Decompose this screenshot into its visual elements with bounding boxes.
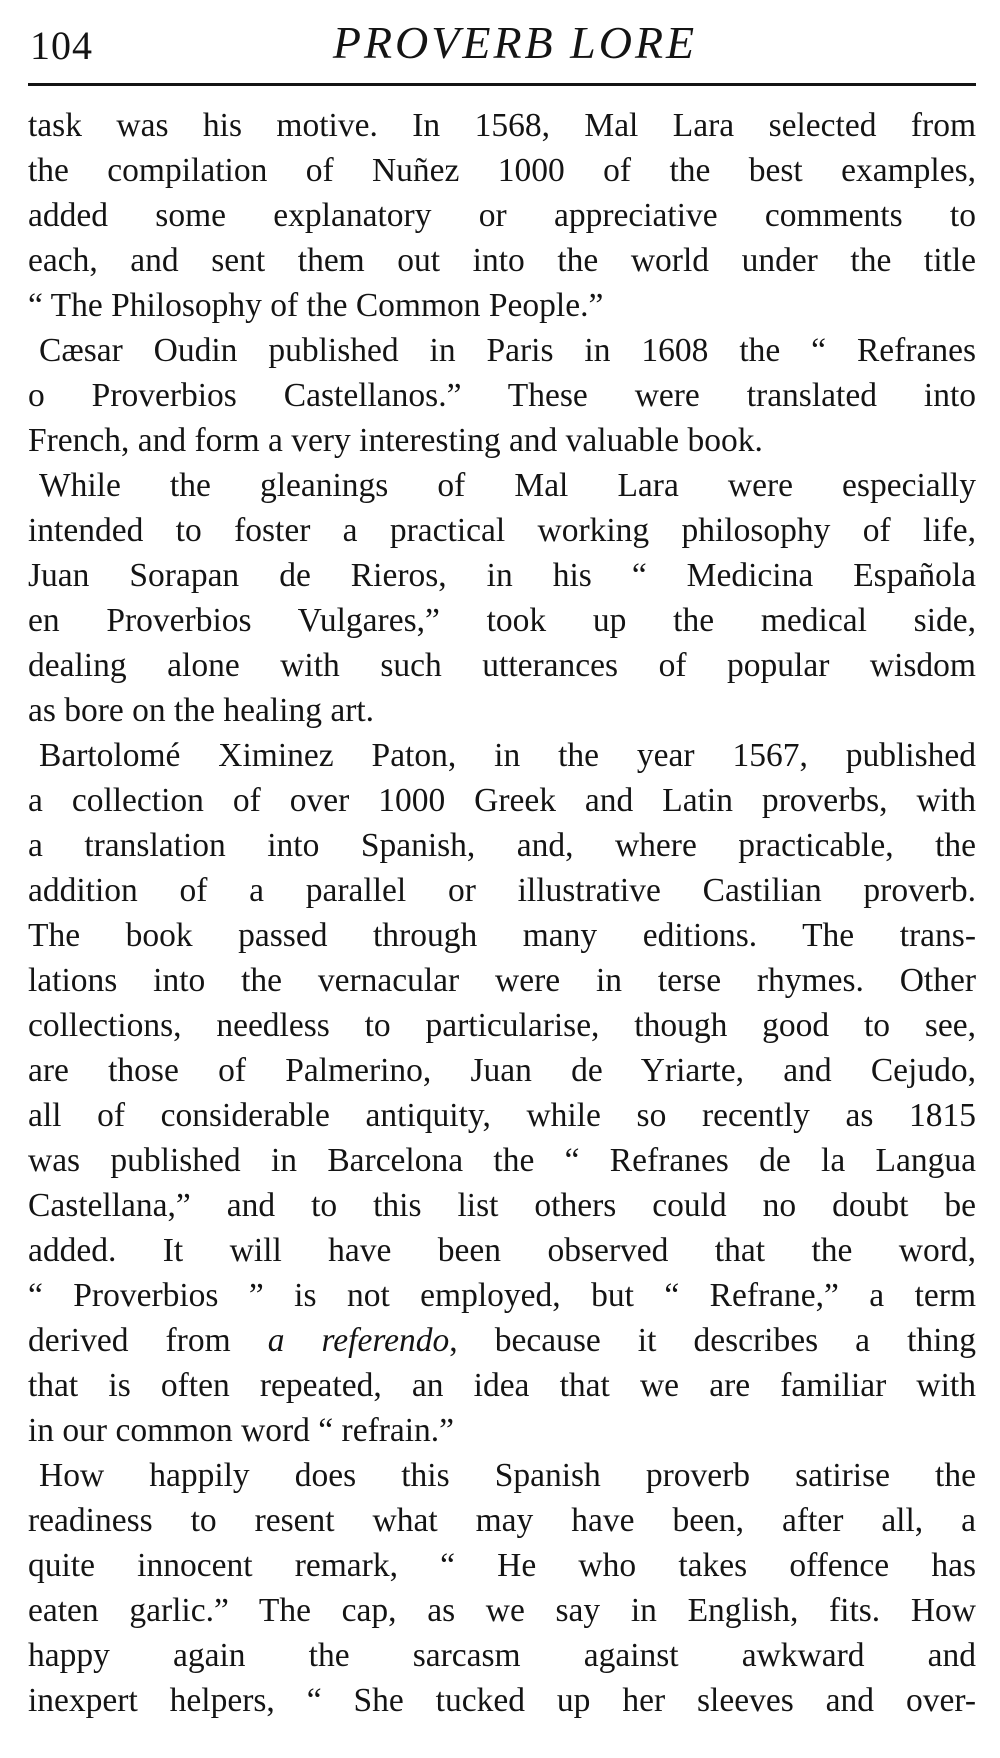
text-line [28, 193, 976, 238]
text-segment: readiness to resent what may have been, after all, a [28, 1502, 976, 1539]
text-segment: The book passed through many editions. The trans- [28, 917, 976, 954]
text-line [28, 1498, 976, 1543]
text-line-content [28, 688, 976, 733]
text-line-content [28, 913, 976, 958]
text-segment: collections, needless to particularise, though good to see, [28, 1007, 976, 1044]
text-segment: o Proverbios Castellanos.” These were translated into [28, 377, 976, 414]
text-line-content [28, 1678, 976, 1723]
text-line [28, 1408, 976, 1453]
text-line [28, 643, 976, 688]
text-segment: as bore on the healing art. [28, 692, 375, 729]
text-segment: lations into the vernacular were in terse rhymes. Other [28, 962, 976, 999]
text-line [28, 1183, 976, 1228]
text-line [28, 328, 976, 373]
text-segment: a translation into Spanish, and, where practicable, the [28, 827, 976, 864]
text-line [28, 778, 976, 823]
header-rule [28, 83, 976, 86]
text-line-content [28, 1543, 976, 1588]
text-line-content [28, 238, 976, 283]
text-line-content [28, 148, 976, 193]
text-line [28, 1363, 976, 1408]
italic-phrase: a referendo [267, 1322, 450, 1359]
text-line-content [28, 598, 976, 643]
text-line-content [28, 508, 976, 553]
text-line [28, 1318, 976, 1363]
text-line-content [39, 328, 976, 373]
text-line-content [28, 868, 976, 913]
text-line-content [28, 1138, 976, 1183]
text-line [28, 238, 976, 283]
text-segment: , because it describes a thing [449, 1322, 976, 1359]
text-line-content [28, 1228, 976, 1273]
text-line [28, 1633, 976, 1678]
text-segment: a collection of over 1000 Greek and Latin proverbs, with [28, 782, 976, 819]
text-segment: French, and form a very interesting and valuable book. [28, 422, 763, 459]
text-segment: in our common word “ refrain.” [28, 1412, 455, 1449]
text-line-content [28, 958, 976, 1003]
text-line [28, 1228, 976, 1273]
text-line-content [39, 1453, 976, 1498]
text-segment: en Proverbios Vulgares,” took up the medical side, [28, 602, 976, 639]
text-line [28, 508, 976, 553]
text-line-content [28, 553, 976, 598]
text-segment: inexpert helpers, “ She tucked up her sleeves and over- [28, 1682, 976, 1719]
text-line-content [28, 1318, 976, 1363]
text-line [28, 1678, 976, 1723]
text-segment: task was his motive. In 1568, Mal Lara selected from [28, 107, 976, 144]
text-segment: “ The Philosophy of the Common People.” [28, 287, 604, 324]
text-line [28, 958, 976, 1003]
text-line-content [28, 418, 976, 463]
text-segment: addition of a parallel or illustrative Castilian proverb. [28, 872, 976, 909]
text-segment: are those of Palmerino, Juan de Yriarte, and Cejudo, [28, 1052, 976, 1089]
text-segment: How happily does this Spanish proverb satirise the [39, 1457, 976, 1494]
text-segment: that is often repeated, an idea that we are familiar with [28, 1367, 976, 1404]
text-line-content [28, 283, 976, 328]
text-line [28, 688, 976, 733]
text-line-content [28, 1093, 976, 1138]
text-segment: eaten garlic.” The cap, as we say in English, fits. How [28, 1592, 976, 1629]
text-segment: “ Proverbios ” is not employed, but “ Refrane,” a term [28, 1277, 976, 1314]
text-segment: was published in Barcelona the “ Refranes de la Langua [28, 1142, 976, 1179]
text-line [28, 373, 976, 418]
text-segment: While the gleanings of Mal Lara were especially [39, 467, 976, 504]
text-line [28, 1093, 976, 1138]
running-title: PROVERB LORE [332, 17, 698, 68]
text-segment: dealing alone with such utterances of popular wisdom [28, 647, 976, 684]
text-line-content [28, 373, 976, 418]
text-line-content [28, 1183, 976, 1228]
body-text [28, 103, 976, 1723]
text-line-content [28, 1633, 976, 1678]
text-line [28, 823, 976, 868]
text-segment: added. It will have been observed that the word, [28, 1232, 976, 1269]
text-line [28, 463, 976, 508]
text-line-content [28, 643, 976, 688]
text-line-content [28, 193, 976, 238]
text-segment: Bartolomé Ximinez Paton, in the year 1567, published [39, 737, 976, 774]
text-line [28, 1453, 976, 1498]
text-segment: Cæsar Oudin published in Paris in 1608 the “ Refranes [39, 332, 976, 369]
text-line [28, 598, 976, 643]
text-segment: the compilation of Nuñez 1000 of the best examples, [28, 152, 976, 189]
text-line [28, 1048, 976, 1093]
text-line [28, 868, 976, 913]
text-line-content [28, 778, 976, 823]
text-line-content [39, 463, 976, 508]
text-line [28, 1543, 976, 1588]
text-line-content [28, 823, 976, 868]
text-line [28, 283, 976, 328]
text-segment: each, and sent them out into the world under the title [28, 242, 976, 279]
text-line-content [28, 1003, 976, 1048]
text-line-content [28, 1273, 976, 1318]
text-line [28, 913, 976, 958]
text-segment: Castellana,” and to this list others could no doubt be [28, 1187, 976, 1224]
page-number: 104 [30, 23, 93, 68]
text-line [28, 553, 976, 598]
text-line-content [28, 103, 976, 148]
text-line-content [28, 1408, 976, 1453]
text-segment: happy again the sarcasm against awkward and [28, 1637, 976, 1674]
text-line [28, 1003, 976, 1048]
text-segment: intended to foster a practical working philosophy of life, [28, 512, 976, 549]
text-segment: quite innocent remark, “ He who takes offence has [28, 1547, 976, 1584]
text-line [28, 1273, 976, 1318]
text-line [28, 148, 976, 193]
text-line-content [28, 1048, 976, 1093]
text-segment: all of considerable antiquity, while so recently as 1815 [28, 1097, 976, 1134]
text-line-content [28, 1588, 976, 1633]
text-segment: added some explanatory or appreciative comments to [28, 197, 976, 234]
text-line [28, 1588, 976, 1633]
text-line [28, 1138, 976, 1183]
text-line [28, 733, 976, 778]
text-line-content [39, 733, 976, 778]
text-line-content [28, 1363, 976, 1408]
text-line [28, 418, 976, 463]
text-line [28, 103, 976, 148]
text-line-content [28, 1498, 976, 1543]
text-segment: Juan Sorapan de Rieros, in his “ Medicina Española [28, 557, 976, 594]
text-segment: derived from [28, 1322, 268, 1359]
